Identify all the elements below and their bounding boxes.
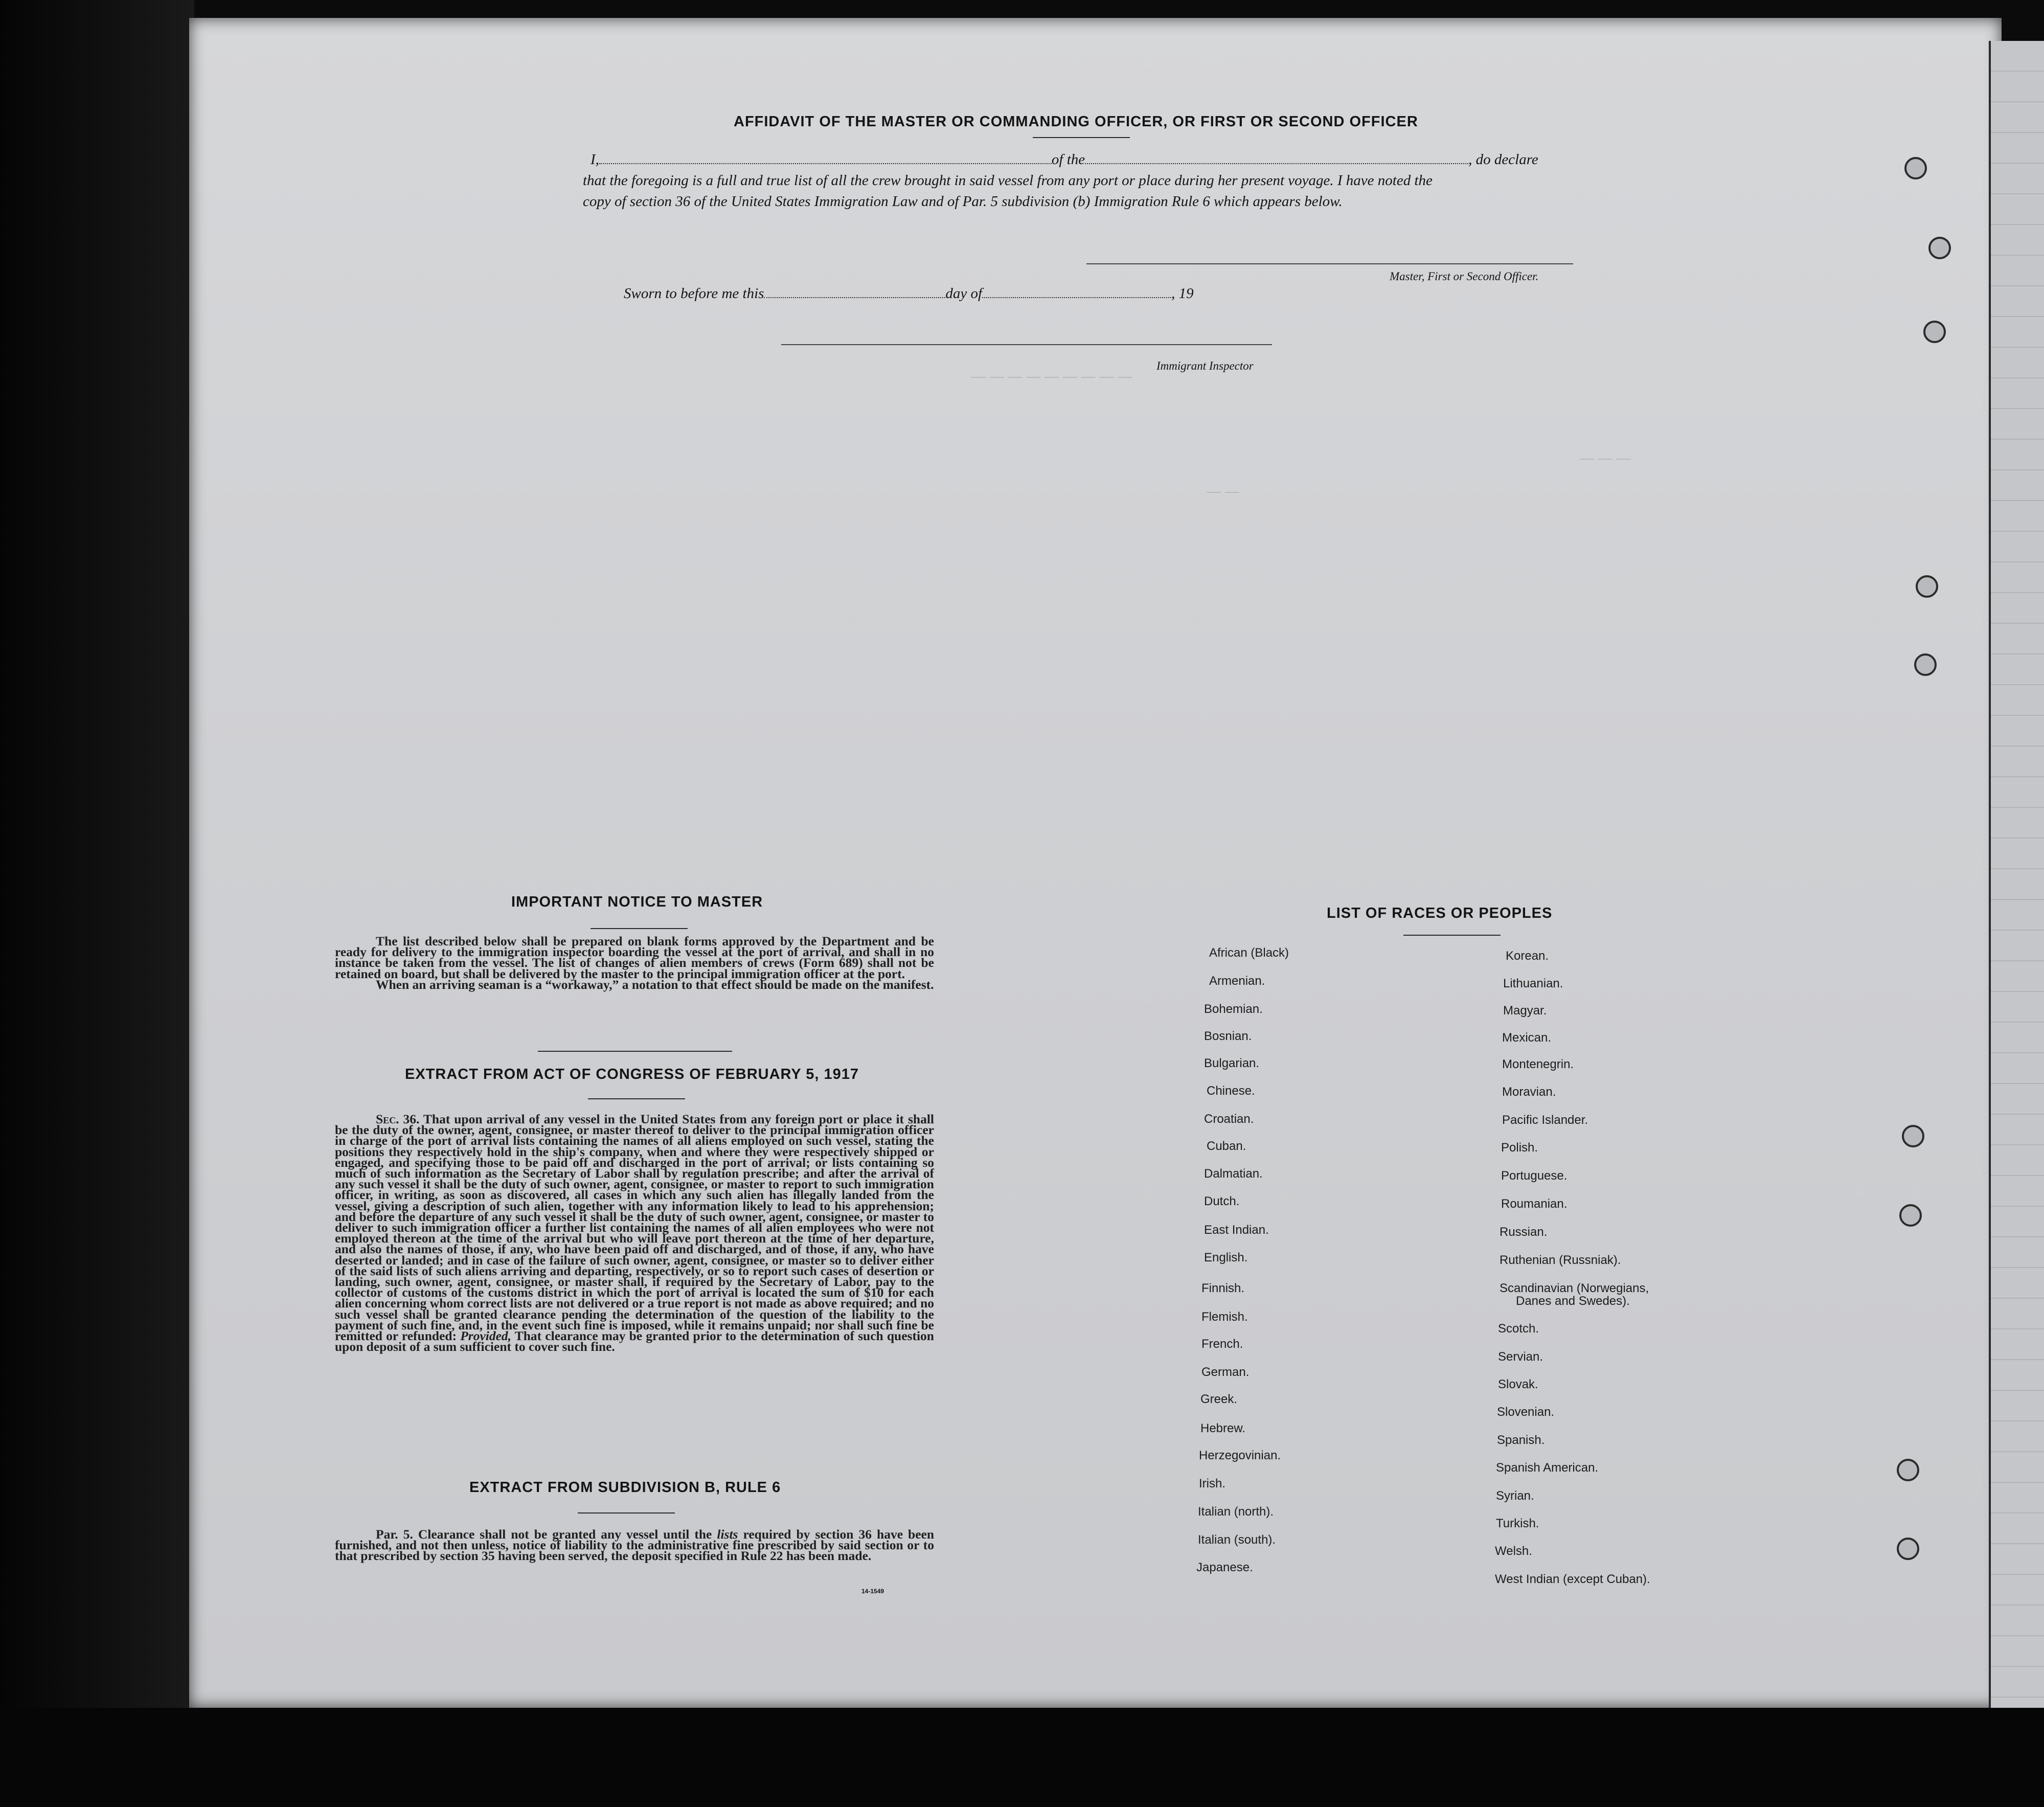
races-title: LIST OF RACES OR PEOPLES xyxy=(1327,905,1553,921)
race-item: Scandinavian (Norwegians, xyxy=(1500,1281,1649,1295)
bleed-through: — — — xyxy=(1580,450,1631,466)
race-item: East Indian. xyxy=(1204,1223,1269,1237)
race-item: Herzegovinian. xyxy=(1199,1449,1281,1462)
sworn-line xyxy=(624,285,1194,302)
extract-act-title: EXTRACT FROM ACT OF CONGRESS OF FEBRUARY 5, 1917 xyxy=(405,1066,859,1082)
race-item: Polish. xyxy=(1501,1141,1538,1155)
race-item: African (Black) xyxy=(1209,946,1289,960)
race-item: Pacific Islander. xyxy=(1502,1113,1588,1127)
sworn-end: , 19 xyxy=(1171,285,1194,302)
race-item: Hebrew. xyxy=(1200,1421,1246,1435)
race-item: Slovak. xyxy=(1498,1377,1538,1391)
punch-hole xyxy=(1914,653,1937,676)
race-item: Welsh. xyxy=(1495,1544,1532,1558)
provided-label: Provided, xyxy=(460,1328,512,1344)
race-item: Irish. xyxy=(1199,1477,1226,1490)
sworn-mid: day of xyxy=(945,285,983,302)
race-item: Cuban. xyxy=(1207,1139,1246,1153)
punch-hole xyxy=(1897,1459,1919,1481)
affidavit-line-3: copy of section 36 of the United States Immigration Law and of Par. 5 subdivision (b) Immigration Rule 6 which appears below. xyxy=(583,193,1343,210)
race-item: Syrian. xyxy=(1496,1489,1534,1503)
race-item: Roumanian. xyxy=(1501,1197,1568,1211)
race-item: Ruthenian (Russniak). xyxy=(1500,1253,1621,1267)
extract-rule-underline xyxy=(578,1512,675,1514)
master-signature-caption: Master, First or Second Officer. xyxy=(1390,270,1539,283)
inspector-caption: Immigrant Inspector xyxy=(1156,359,1254,372)
race-item: Servian. xyxy=(1498,1350,1543,1364)
race-item: Bulgarian. xyxy=(1204,1056,1260,1070)
notice-body xyxy=(335,936,934,990)
document-page xyxy=(189,18,2002,1708)
race-item: Spanish American. xyxy=(1496,1461,1599,1475)
adjacent-page-edge xyxy=(1989,41,2044,1708)
race-item: English. xyxy=(1204,1251,1248,1264)
inspector-signature-line[interactable] xyxy=(781,344,1272,345)
day-blank[interactable] xyxy=(764,286,945,298)
bleed-through: — — xyxy=(1207,483,1239,499)
sec-label: Sec. 36. xyxy=(376,1112,420,1126)
extract-rule-body xyxy=(335,1529,934,1562)
extract-act-body xyxy=(335,1114,934,1352)
punch-hole xyxy=(1902,1125,1924,1147)
sworn-start: Sworn to before me this xyxy=(624,285,764,302)
affidavit-line1-mid: of the xyxy=(1051,151,1085,168)
section-divider xyxy=(538,1051,732,1052)
race-item: French. xyxy=(1201,1337,1243,1351)
race-item: Dalmatian. xyxy=(1204,1167,1263,1181)
race-item: Bosnian. xyxy=(1204,1029,1252,1043)
punch-hole xyxy=(1897,1538,1919,1560)
race-item: Portuguese. xyxy=(1501,1169,1568,1183)
race-item: German. xyxy=(1201,1365,1250,1379)
punch-hole xyxy=(1928,237,1951,259)
lists-word: lists xyxy=(717,1527,738,1542)
race-item: Korean. xyxy=(1506,949,1549,963)
race-item: Slovenian. xyxy=(1497,1405,1555,1419)
race-item: Magyar. xyxy=(1503,1004,1547,1018)
race-item: Flemish. xyxy=(1201,1310,1248,1324)
race-item: Italian (north). xyxy=(1198,1505,1274,1519)
affidavit-line1-start: I, xyxy=(591,151,599,168)
race-item: Spanish. xyxy=(1497,1433,1545,1447)
notice-paragraph-1: The list described below shall be prepared on blank forms approved by the Department and be ready for delivery to the immigration inspector boarding the vessel at the port of arrival, and shall in no instance be taken from the vessel. The list of changes of alien members of crews (Form 689) shall not be retained on board, but shall be delivered by the master to the principal immigration officer at the port. xyxy=(335,934,934,981)
race-item: Greek. xyxy=(1200,1392,1238,1406)
race-item: Montenegrin. xyxy=(1502,1057,1574,1071)
affidavit-line-2: that the foregoing is a full and true list of all the crew brought in said vessel from any port or place during her present voyage. I have noted the xyxy=(583,172,1433,189)
vessel-blank[interactable] xyxy=(1085,152,1468,164)
race-item: Danes and Swedes). xyxy=(1516,1294,1630,1308)
race-item: Croatian. xyxy=(1204,1112,1254,1126)
scan-background xyxy=(0,0,194,1807)
races-title-underline xyxy=(1403,935,1501,936)
punch-hole xyxy=(1899,1204,1922,1227)
bleed-through: — — — — — — — — — xyxy=(971,368,1132,384)
race-item: Chinese. xyxy=(1207,1084,1255,1098)
form-number: 14-1549 xyxy=(861,1588,884,1595)
race-item: Bohemian. xyxy=(1204,1002,1263,1016)
race-item: Scotch. xyxy=(1498,1322,1539,1336)
notice-paragraph-2: When an arriving seaman is a “workaway,” a notation to that effect should be made on the manifest. xyxy=(376,977,934,992)
rule-text-a: Clearance shall not be granted any vessel until the xyxy=(418,1527,712,1542)
affidavit-title: AFFIDAVIT OF THE MASTER OR COMMANDING OFFICER, OR FIRST OR SECOND OFFICER xyxy=(734,114,1418,130)
race-item: Turkish. xyxy=(1496,1517,1539,1530)
race-item: Lithuanian. xyxy=(1503,977,1563,990)
sec-36-text: That upon arrival of any vessel in the United States from any foreign port or place it shall be the duty of the owner, agent, consignee, or master thereof to deliver to the principal immigration officer in charge of the port of arrival lists containing the names of all aliens employed on such vessel, stating the positions they respectively hold in the ship's company, when and where they were respectively shipped or engaged, and specifying those to be paid off and discharged in the port of arrival; or lists containing so much of such information as the Secretary of Labor shall by regulation prescribe; and after the arrival of any such vessel it shall be the duty of such owner, agent, consignee, or master to report to such immigration officer, in writing, as soon as discovered, all cases in which any such alien has illegally landed from the vessel, giving a description of such alien, together with any information likely to lead to his apprehension; and before the departure of any such vessel it shall be the duty of such owner, agent, consignee, or master to deliver to such immigration officer a further list containing the names of all alien employees who were not employed thereon at the time of the arrival but who will leave port thereon at the time of her departure, and also the names of those, if any, who have been paid off and discharged, and of those, if any, who have deserted or landed; and in case of the failure of such owner, agent, consignee, or master so to deliver either of the said lists of such aliens arriving and departing, respectively, or so to report such cases of desertion or landing, such owner, agent, consignee, or master shall, if required by the Secretary of Labor, pay to the collector of customs of the customs district in which the port of arrival is located the sum of $10 for each alien concerning whom correct lists are not delivered or a true report is not made as above required; and no such vessel shall be granted clearance pending the determination of the question of the liability to the payment of such fine, and, in the event such fine is imposed, while it remains unpaid; nor shall such fine be remitted or refunded: xyxy=(335,1112,935,1344)
extract-act-underline xyxy=(588,1098,685,1099)
race-item: Armenian. xyxy=(1209,974,1265,988)
extract-rule-title: EXTRACT FROM SUBDIVISION B, RULE 6 xyxy=(469,1479,781,1496)
race-item: Italian (south). xyxy=(1198,1533,1276,1547)
race-item: Russian. xyxy=(1500,1225,1548,1239)
master-signature-line[interactable] xyxy=(1086,263,1573,264)
scan-background-bottom xyxy=(0,1708,2044,1807)
punch-hole xyxy=(1916,575,1938,598)
race-item: Dutch. xyxy=(1204,1194,1240,1208)
affidavit-line1-end: , do declare xyxy=(1468,151,1538,168)
par-label: Par. 5. xyxy=(376,1527,413,1542)
race-item: Japanese. xyxy=(1196,1561,1253,1574)
race-item: West Indian (except Cuban). xyxy=(1495,1572,1650,1586)
punch-hole xyxy=(1904,157,1927,179)
month-blank[interactable] xyxy=(982,286,1171,298)
name-blank[interactable] xyxy=(599,152,1052,164)
sec-36-text-end: That clearance may be granted prior to the determination of such question upon deposit of a sum sufficient to cover such fine. xyxy=(335,1328,934,1354)
rule-text-b: required by section 36 have been furnished, and not then unless, notice of liability to the administrative fine prescribed by said section or to that prescribed by section 35 having been served, the deposit specified in Rule 22 has been made. xyxy=(335,1527,935,1564)
notice-title: IMPORTANT NOTICE TO MASTER xyxy=(511,894,763,910)
race-item: Moravian. xyxy=(1502,1085,1556,1099)
title-underline xyxy=(1033,137,1130,138)
punch-hole xyxy=(1923,321,1946,343)
race-item: Mexican. xyxy=(1502,1031,1552,1045)
notice-title-underline xyxy=(591,928,688,929)
race-item: Finnish. xyxy=(1201,1281,1245,1295)
affidavit-line-1 xyxy=(591,151,1538,168)
